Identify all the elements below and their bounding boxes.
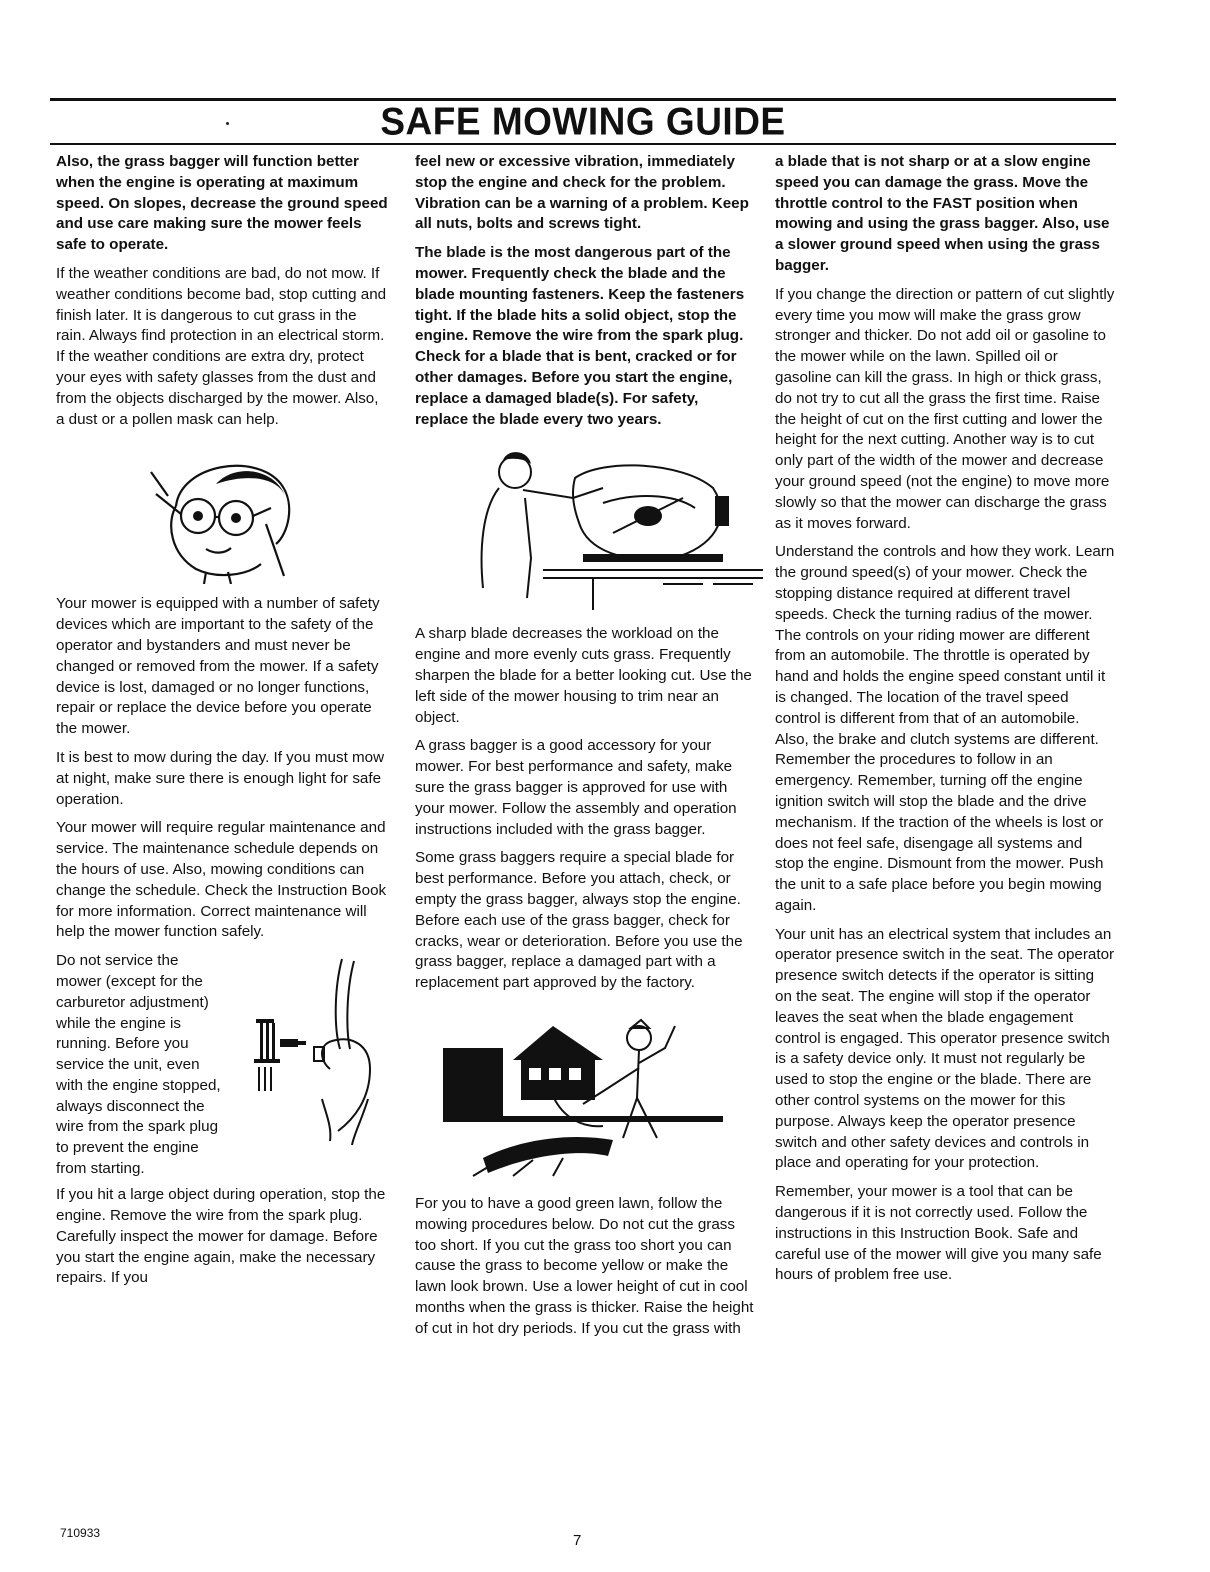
column-middle [415,152,755,1347]
page-title: SAFE MOWING GUIDE [380,99,786,143]
blade-inspection-illustration [463,438,763,610]
service-line: from starting. [56,1160,145,1178]
paragraph-remember-tool: Remember, your mower is a tool that can be dangerous if it is not correctly used. Follow the instructions in this Instruction Book. Safe and careful use of the mower will give you many safe hours of problem free use. [775,1183,1102,1284]
column-right [775,152,1115,1294]
paragraph-grass-bagger-accessory: A grass bagger is a good accessory for your mower. For best performance and safety, make sure the grass bagger is approved for use with your mower. Follow the assembly and operation instructions included with the grass bagger. [415,737,737,838]
paragraph-grass-bagger-speed: Also, the grass bagger will function better when the engine is operating at maximum speed. On slopes, decrease the ground speed and use care making sure the mower feels safe to operate. [56,153,388,254]
service-line: to prevent the engine [56,1139,199,1157]
service-line: mower (except for the [56,972,203,990]
header-rule-bottom [50,143,1116,145]
paragraph-special-blade: Some grass baggers require a special blade for best performance. Before you attach, check, or empty the grass bagger, always stop the engine. Before each use of the grass bagger, check for cracks, wear or deterioration. Before you use the grass bagger, replace a damaged part with a replacement part approved by the factory. [415,849,743,992]
service-line: wire from the spark plug [56,1118,219,1136]
service-line: service the unit, even [56,1056,200,1074]
paragraph-blade-danger: The blade is the most dangerous part of the mower. Frequently check the blade and the blade mounting fasteners. Keep the fasteners tight. If the blade hits a solid object, stop the engine. Remove the wire from the spark plug. Check for a blade that is bent, cracked or for other damages. Before you start the engine, replace a damaged blade(s). For safety, replace the blade every two years. [415,244,745,428]
paragraph-weather: If the weather conditions are bad, do not mow. If weather conditions become bad, stop cutting and finish later. It is dangerous to cut grass in the rain. Always find protection in an electrical storm. If the weather conditions are extra dry, protect your eyes with safety glasses from the dust and from the objects discharged by the mower. Also, a dust or a pollen mask can help. [56,264,387,428]
column-left [56,152,390,1297]
paragraph-mow-daytime: It is best to mow during the day. If you must mow at night, make sure there is enough light for safe operation. [56,748,385,808]
page-number: 7 [573,1532,582,1549]
spark-plug-disconnect-illustration [242,949,390,1149]
service-line: Do not service the [56,952,179,970]
paragraph-throttle-fast: a blade that is not sharp or at a slow engine speed you can damage the grass. Move the throttle control to the FAST position when mowing and using the grass bagger. Also, use a slower ground speed when using the grass bagger. [775,153,1110,274]
paragraph-sharp-blade: A sharp blade decreases the workload on the engine and more evenly cuts grass. Frequently sharpen the blade for a better looking cut. Use the left side of the mower housing to trim near an object. [415,625,752,726]
paragraph-vibration: feel new or excessive vibration, immediately stop the engine and check for the problem. Vibration can be a warning of a problem. Keep all nuts, bolts and screws tight. [415,153,749,233]
service-line: always disconnect the [56,1097,205,1115]
service-line: while the engine is [56,1014,181,1032]
service-line: carburetor adjustment) [56,993,209,1011]
paragraph-green-lawn: For you to have a good green lawn, follow the mowing procedures below. Do not cut the grass too short. If you cut the grass too short you can cause the grass to become yellow or make the lawn look brown. Use a lower height of cut in cool months when the grass is thicker. Raise the height of cut in hot dry periods. If you cut the grass with [415,1194,754,1337]
service-line: with the engine stopped, [56,1076,221,1094]
paragraph-understand-controls: Understand the controls and how they work. Learn the ground speed(s) of your mower. Check the stopping distance required at different travel speeds. Check the turning radius of the mower. The controls on your riding mower are different from an automobile. The throttle is operated by hand and holds the engine speed constant until it is changed. The location of the travel speed control is different from that of an automobile. Also, the brake and clutch systems are different. Remember the procedures to follow in an emergency. Remember, turning off the engine ignition switch will stop the blade and the drive mechanism. If the traction of the wheels is lost or does not feel safe, disengage all systems and stop the engine. Dismount from the mower. Push the unit to a safe place before you begin mowing again. [775,543,1115,914]
paragraph-hit-object: If you hit a large object during operation, stop the engine. Remove the wire from the spark plug. Carefully inspect the mower for damage. Before you start the engine again, make the necessary repairs. If you [56,1186,386,1287]
safety-glasses-illustration [56,444,390,584]
document-code: 710933 [60,1526,101,1540]
paragraph-maintenance: Your mower will require regular maintenance and service. The maintenance schedule depends on the hours of use. Also, mowing conditions can change the schedule. Check the Instruction Book for more information. Correct maintenance will help the mower function safely. [56,819,387,941]
mowing-lawn-illustration [443,1008,723,1178]
service-line: running. Before you [56,1035,189,1053]
paragraph-cut-pattern: If you change the direction or pattern of cut slightly every time you mow will make the grass grow stronger and thicker. Do not add oil or gasoline to the mower while on the lawn. Spilled oil or gasoline can kill the grass. In high or thick grass, do not try to cut all the grass the first time. Raise the height of cut on the first cutting and lower the height for the next cutting. Another way is to cut only part of the width of the mower and decrease your ground speed (not the engine) to move more slowly so that the mower can discharge the grass as it moves forward. [775,285,1115,532]
paragraph-operator-presence: Your unit has an electrical system that includes an operator presence switch in the seat. The operator presence switch detects if the operator is sitting on the seat. The engine will stop if the operator leaves the seat when the blade engagement control is engaged. This operator presence switch is a safety device only. It must not regularly be used to stop the engine or the blade. There are other control systems on the mower for this purpose. Always keep the operator presence switch and other safety devices and controls in place and operating for your protection. [775,925,1115,1172]
paragraph-safety-devices: Your mower is equipped with a number of safety devices which are important to the safety of the operator and bystanders and must never be changed or removed from the mower. If a safety device is lost, damaged or no longer functions, repair or replace the device before you operate the mower. [56,595,380,738]
service-warning-block [56,951,390,1177]
